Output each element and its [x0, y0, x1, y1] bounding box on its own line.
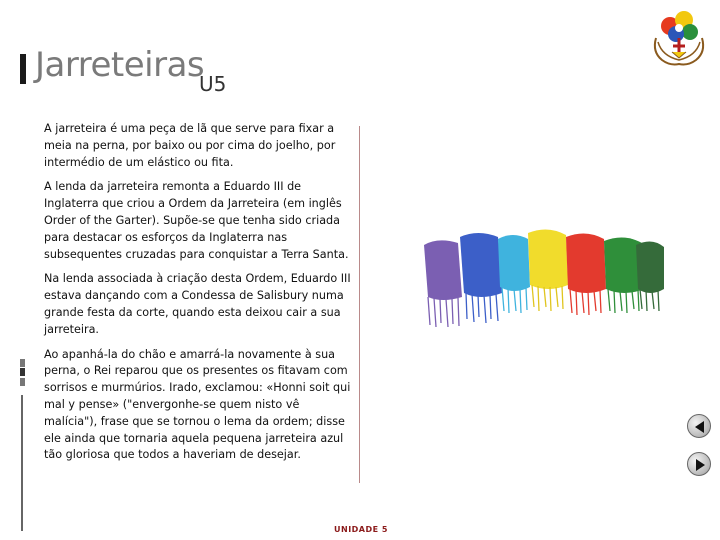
paragraph-motto: Ao apanhá-la do chão e amarrá-la novamente à sua perna, o Rei reparou que os presentes os fitavam com sorrisos e murmúrios. Irado, exclamou: «Honni soit qui mal y pense» ("envergonhe-se quem nisto vê malícia"), frase que se tornou o lema da ordem; disse ele ainda que tornaria aquela pequena jarreteira azul tão gloriosa que todos a haveriam de desejar.: [44, 347, 351, 462]
margin-marker: [20, 368, 25, 376]
arrow-left-icon: [688, 415, 712, 439]
garter-blue: [460, 233, 502, 323]
column-divider: [359, 126, 360, 483]
text-column: [44, 121, 352, 472]
paragraph-definition: A jarreteira é uma peça de lã que serve para fixar a meia na perna, por baixo ou por cima do joelho, por intermédio de um elástico ou fita.: [44, 122, 336, 169]
prev-button[interactable]: [687, 414, 711, 438]
margin-strip: [21, 395, 23, 531]
title-accent-bar: [20, 54, 26, 84]
paragraph-origin: A lenda da jarreteira remonta a Eduardo III de Inglaterra que criou a Ordem da Jarreteira (em inglês Order of the Garter). Supõe-se que tenha sido criada para destacar os esforços da Inglaterra nas subsequentes cruzadas para conquistar a Terra Santa.: [44, 180, 349, 261]
garter-purple: [424, 240, 462, 327]
next-button[interactable]: [687, 452, 711, 476]
margin-marker: [20, 378, 25, 386]
garter-darkgreen: [636, 241, 664, 311]
garters-image: [418, 227, 668, 337]
garter-cyan: [498, 235, 530, 313]
scouts-emblem-icon: [648, 8, 710, 68]
unit-code: U5: [199, 72, 227, 96]
arrow-right-icon: [688, 453, 712, 477]
garter-yellow: [528, 229, 568, 311]
page-title: Jarreteiras: [35, 45, 205, 85]
paragraph-legend: Na lenda associada à criação desta Ordem, Eduardo III estava dançando com a Condessa de Salisbury numa grande festa da corte, quando esta deixou cair a sua jarreteira.: [44, 272, 351, 336]
margin-marker: [20, 359, 25, 367]
garter-red: [566, 233, 606, 315]
footer-unit-label: UNIDADE 5: [334, 525, 388, 534]
